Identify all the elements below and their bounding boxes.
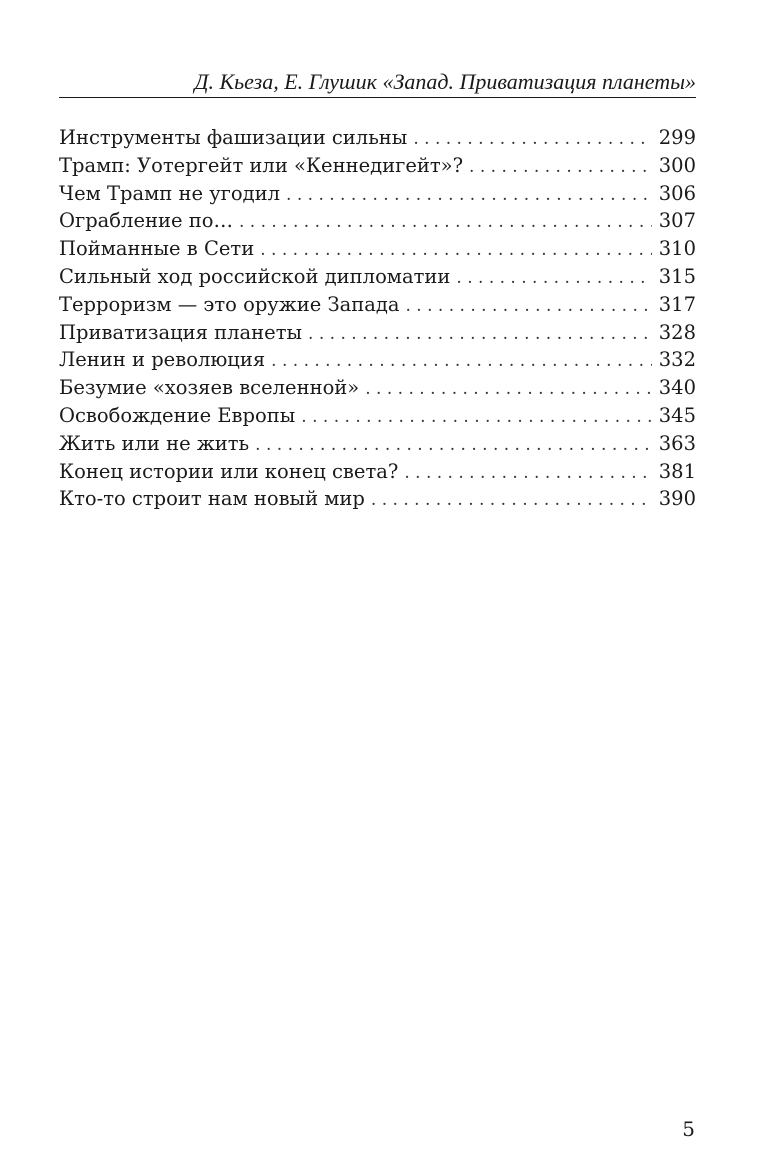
toc-entry-title: Приватизация планеты bbox=[59, 320, 303, 344]
toc-entry-page: 390 bbox=[658, 487, 696, 511]
toc-dot-leader bbox=[260, 237, 652, 265]
toc-dot-leader bbox=[405, 293, 652, 321]
toc-dot-leader bbox=[371, 487, 652, 515]
toc-entry-page: 328 bbox=[658, 320, 696, 344]
toc-entry[interactable] bbox=[59, 180, 696, 208]
toc-entry-page: 306 bbox=[658, 181, 696, 205]
toc-entry[interactable] bbox=[59, 319, 696, 347]
toc-entry-title: Трамп: Уотергейт или «Кеннедигейт»? bbox=[59, 153, 464, 177]
page-number: 5 bbox=[682, 1117, 695, 1141]
toc-entry-page: 307 bbox=[658, 209, 696, 233]
toc-entry[interactable] bbox=[59, 374, 696, 402]
toc-dot-leader bbox=[255, 432, 652, 460]
toc-entry-page: 363 bbox=[658, 431, 696, 455]
toc-entry-page: 310 bbox=[658, 237, 696, 261]
toc-entry[interactable] bbox=[59, 402, 696, 430]
toc-entry-title: Конец истории или конец света? bbox=[59, 459, 399, 483]
toc-entry[interactable] bbox=[59, 124, 696, 152]
toc-dot-leader bbox=[365, 376, 652, 404]
toc-dot-leader bbox=[271, 348, 652, 376]
toc-entry-page: 332 bbox=[658, 348, 696, 372]
toc-entry-page: 315 bbox=[658, 264, 696, 288]
toc-entry[interactable] bbox=[59, 263, 696, 291]
toc-dot-leader bbox=[286, 182, 652, 210]
toc-entry-title: Терроризм — это оружие Запада bbox=[59, 292, 400, 316]
toc-entry-title: Сильный ход российской дипломатии bbox=[59, 264, 451, 288]
toc-entry[interactable] bbox=[59, 235, 696, 263]
toc-dot-leader bbox=[413, 126, 652, 154]
toc-dot-leader bbox=[456, 265, 652, 293]
toc-entry-page: 300 bbox=[658, 153, 696, 177]
toc-entry[interactable] bbox=[59, 485, 696, 513]
toc-dot-leader bbox=[469, 154, 652, 182]
toc-entry-title: Пойманные в Сети bbox=[59, 237, 255, 261]
toc-entry-title: Кто-то строит нам новый мир bbox=[59, 487, 365, 511]
toc-entry[interactable] bbox=[59, 207, 696, 235]
toc-entry[interactable] bbox=[59, 291, 696, 319]
toc-entry-title: Освобождение Европы bbox=[59, 403, 296, 427]
toc-entry-title: Жить или не жить bbox=[59, 431, 250, 455]
table-of-contents bbox=[59, 124, 696, 513]
toc-entry[interactable] bbox=[59, 346, 696, 374]
toc-entry[interactable] bbox=[59, 152, 696, 180]
running-header: Д. Кьеза, Е. Глушик «Запад. Приватизация планеты» bbox=[194, 69, 696, 94]
toc-entry[interactable] bbox=[59, 458, 696, 486]
toc-dot-leader bbox=[301, 404, 652, 432]
toc-dot-leader bbox=[404, 460, 652, 488]
toc-entry-page: 299 bbox=[658, 126, 696, 149]
toc-entry-page: 340 bbox=[658, 376, 696, 400]
toc-entry-page: 381 bbox=[658, 459, 696, 483]
toc-entry-title: Безумие «хозяев вселенной» bbox=[59, 376, 360, 400]
toc-entry-title: Инструменты фашизации сильны bbox=[59, 126, 408, 149]
toc-entry-page: 345 bbox=[658, 403, 696, 427]
toc-entry-title: Чем Трамп не угодил bbox=[59, 181, 281, 205]
toc-dot-leader bbox=[239, 209, 652, 237]
toc-entry-title: Ограбление по… bbox=[59, 209, 233, 233]
toc-entry-page: 317 bbox=[658, 292, 696, 316]
header-rule bbox=[59, 97, 696, 98]
toc-dot-leader bbox=[308, 321, 652, 349]
toc-entry-title: Ленин и революция bbox=[59, 348, 266, 372]
toc-entry[interactable] bbox=[59, 430, 696, 458]
